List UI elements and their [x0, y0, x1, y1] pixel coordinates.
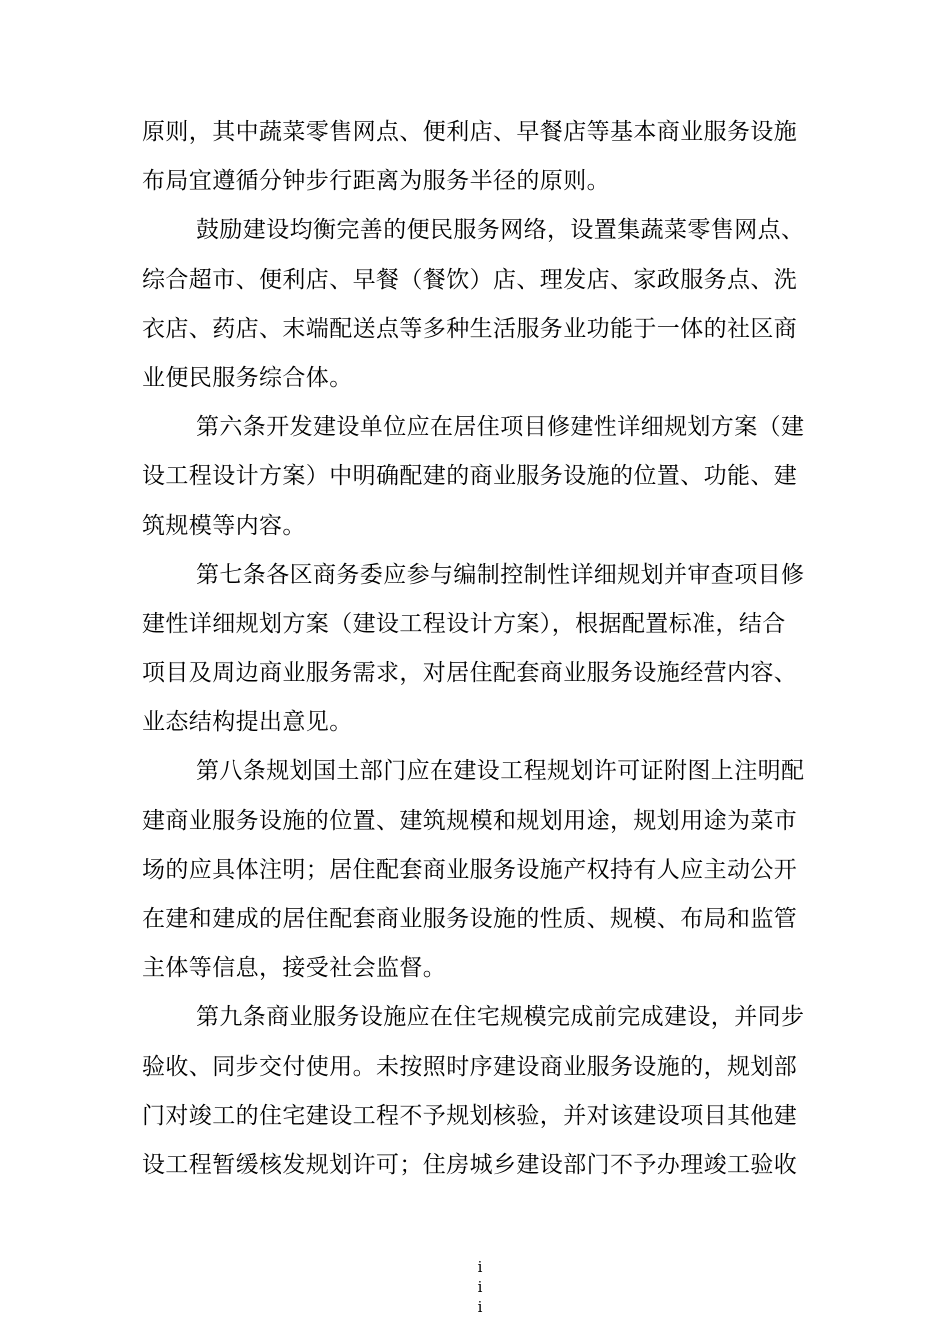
- text-line: 项目及周边商业服务需求，对居住配套商业服务设施经营内容、: [142, 660, 798, 687]
- body-text: [142, 108, 814, 1190]
- text-line: 衣店、药店、末端配送点等多种生活服务业功能于一体的社区商: [142, 315, 798, 342]
- text-line: 建商业服务设施的位置、建筑规模和规划用途，规划用途为菜市: [142, 807, 798, 834]
- text-line: 在建和建成的居住配套商业服务设施的性质、规模、布局和监管: [142, 906, 798, 932]
- page-number-glyph: i: [477, 1258, 483, 1276]
- text-line: 设工程设计方案）中明确配建的商业服务设施的位置、功能、建: [142, 463, 798, 490]
- text-line: 建性详细规划方案（建设工程设计方案），根据配置标准，结合: [142, 610, 786, 637]
- paragraph-start: 鼓励建设均衡完善的便民服务网络，设置集蔬菜零售网点、: [196, 217, 805, 244]
- text-line: 门对竣工的住宅建设工程不予规划核验，并对该建设项目其他建: [142, 1102, 798, 1129]
- text-line: 筑规模等内容。: [142, 512, 306, 539]
- text-line: 业便民服务综合体。: [142, 364, 353, 391]
- text-line: 主体等信息，接受社会监督。: [142, 955, 447, 982]
- page-number: [470, 1257, 490, 1317]
- article-6-start: 第六条开发建设单位应在居住项目修建性详细规划方案（建: [196, 414, 805, 441]
- text-line: 综合超市、便利店、早餐（餐饮）店、理发店、家政服务点、洗: [142, 266, 798, 293]
- article-8-start: 第八条规划国土部门应在建设工程规划许可证附图上注明配: [196, 758, 805, 785]
- text-line: 验收、同步交付使用。未按照时序建设商业服务设施的，规划部: [142, 1053, 798, 1080]
- article-7-start: 第七条各区商务委应参与编制控制性详细规划并审查项目修: [196, 561, 805, 588]
- article-9-start: 第九条商业服务设施应在住宅规模完成前完成建设，并同步: [196, 1004, 805, 1031]
- page-number-glyph: i: [477, 1298, 483, 1316]
- text-line: 设工程暂缓核发规划许可；住房城乡建设部门不予办理竣工验收: [142, 1151, 798, 1178]
- text-line: 场的应具体注明；居住配套商业服务设施产权持有人应主动公开: [142, 856, 798, 883]
- text-line: 布局宜遵循分钟步行距离为服务半径的原则。: [142, 168, 610, 195]
- text-line: 业态结构提出意见。: [142, 709, 353, 736]
- page-number-glyph: i: [477, 1278, 483, 1296]
- text-line: 原则，其中蔬菜零售网点、便利店、早餐店等基本商业服务设施: [142, 119, 798, 145]
